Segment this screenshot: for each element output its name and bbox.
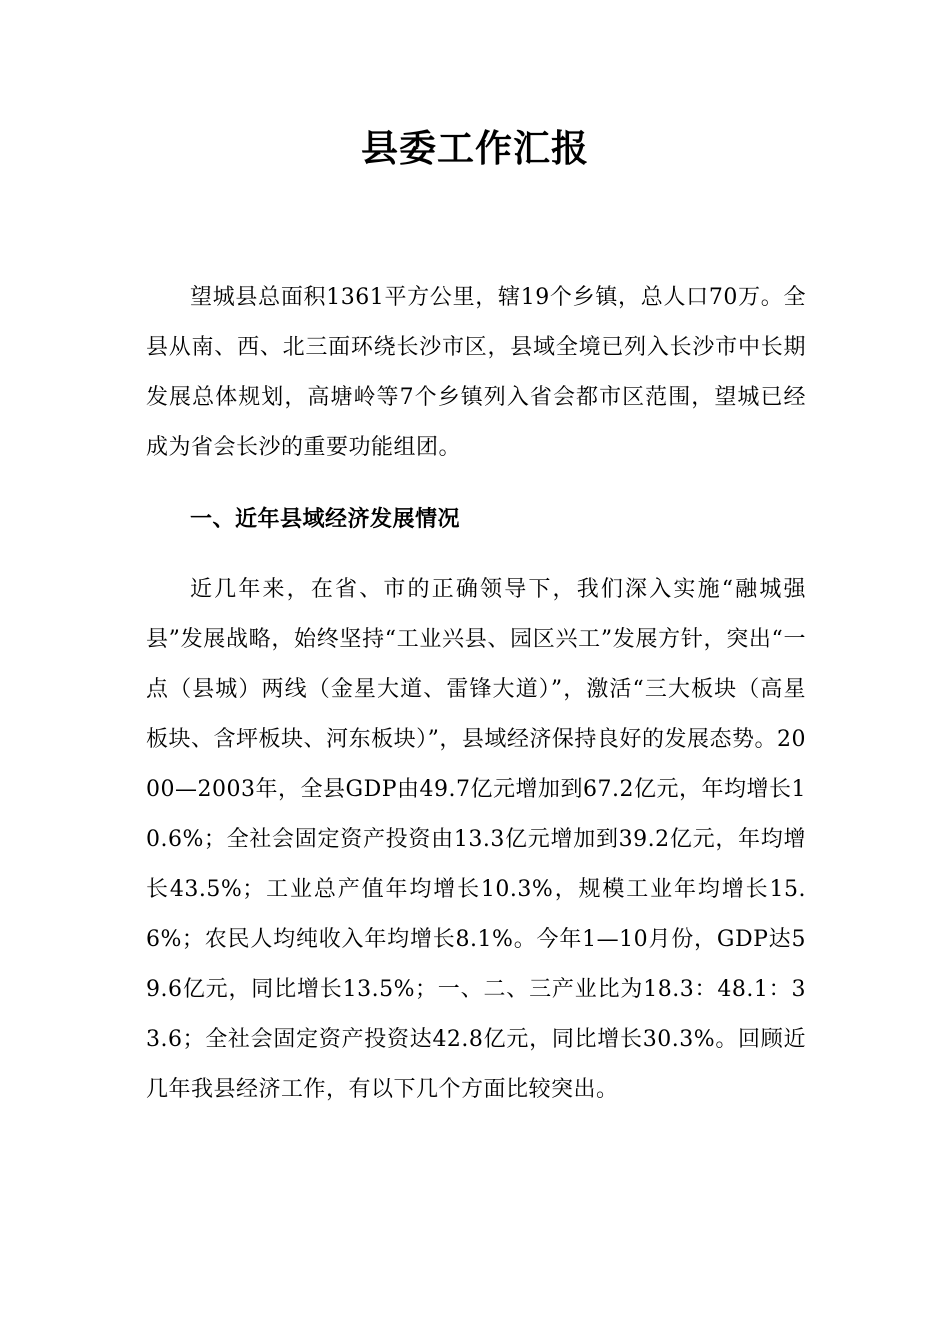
section-heading: 一、近年县域经济发展情况 [190,506,461,532]
section-paragraph: 近几年来，在省、市的正确领导下，我们深入实施“融城强县”发展战略，始终坚持“工业兴县、园区兴工”发展方针，突出“一点（县城）两线（金星大道、雷锋大道）”，激活“三大板块（高星板块、含坪板块、河东板块）”，县域经济保持良好的发展态势。2000—2003年，全县GDP由49.7亿元增加到67.2亿元，年均增长10.6%；全社会固定资产投资由13.3亿元增加到39.2亿元，年均增长43.5%；工业总产值年均增长10.3%，规模工业年均增长15.6%；农民人均纯收入年均增长8.1%。今年1—10月份，GDP达59.6亿元，同比增长13.5%；一、二、三产业比为18.3：48.1：33.6；全社会固定资产投资达42.8亿元，同比增长30.3%。回顾近几年我县经济工作，有以下几个方面比较突出。 [146,577,806,1102]
document-title: 县委工作汇报 [361,126,589,170]
intro-paragraph: 望城县总面积1361平方公里，辖19个乡镇，总人口70万。全县从南、西、北三面环绕长沙市区，县域全境已列入长沙市中长期发展总体规划，高塘岭等7个乡镇列入省会都市区范围，望城已经成为省会长沙的重要功能组团。 [146,285,806,460]
